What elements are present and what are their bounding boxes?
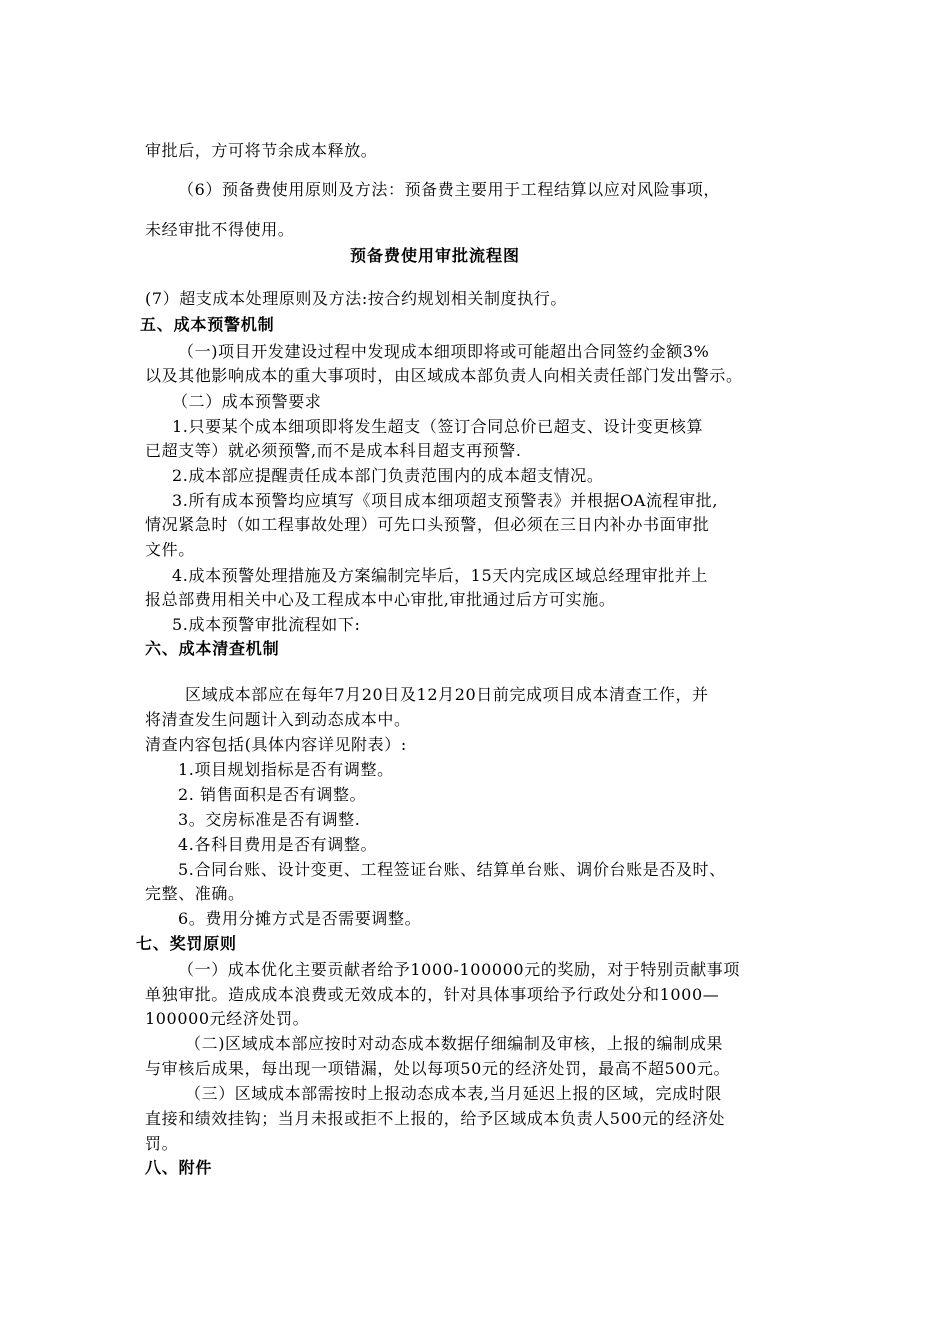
text-line-5: (7）超支成本处理原则及方法:按合约规划相关制度执行。 [145,289,568,308]
text-line-23: 1.项目规划指标是否有调整。 [178,760,394,779]
text-line-12: 2.成本部应提醒责任成本部门负责范围内的成本超支情况。 [172,466,604,485]
text-line-25: 3。交房标准是否有调整. [178,810,361,829]
text-line-22: 清查内容包括(具体内容详见附表）: [145,735,407,754]
text-line-21: 将清查发生问题计入到动态成本中。 [145,710,411,729]
text-line-31: （一）成本优化主要贡献者给予1000-100000元的奖励，对于特别贡献事项 [178,960,741,979]
section-heading-8: 八、附件 [145,1158,213,1177]
text-line-34: （二)区域成本部应按时对动态成本数据仔细编制及审核，上报的编制成果 [185,1034,724,1053]
text-line-3: 未经审批不得使用。 [145,220,295,239]
text-line-13: 3.所有成本预警均应填写《项目成本细项超支预警表》并根据OA流程审批, [172,491,719,510]
text-line-9: （二）成本预警要求 [172,392,322,411]
text-line-16: 4.成本预警处理措施及方案编制完毕后，15天内完成区域总经理审批并上 [172,566,709,585]
text-line-14: 情况紧急时（如工程事故处理）可先口头预警，但必须在三日内补办书面审批 [145,515,710,534]
text-line-8: 以及其他影响成本的重大事项时，由区域成本部负责人向相关责任部门发出警示。 [145,366,743,385]
text-line-27: 5.合同台账、设计变更、工程签证台账、结算单台账、调价台账是否及时、 [178,860,726,879]
text-line-35: 与审核后成果，每出现一项错漏，处以每项50元的经济处罚，最高不超500元。 [145,1059,731,1078]
text-line-33: 100000元经济处罚。 [145,1009,310,1028]
text-line-28: 完整、准确。 [145,884,245,903]
section-heading-6: 六、成本清查机制 [145,639,280,658]
section-heading-7: 七、奖罚原则 [136,934,237,953]
text-line-10: 1.只要某个成本细项即将发生超支（签订合同总价已超支、设计变更核算 [172,417,704,436]
section-heading-5: 五、成本预警机制 [140,315,275,334]
text-line-18: 5.成本预警审批流程如下: [172,615,361,634]
text-line-15: 文件。 [145,540,195,559]
flowchart-caption: 预备费使用审批流程图 [350,246,521,265]
text-line-29: 6。费用分摊方式是否需要调整。 [178,909,422,928]
text-line-20: 区域成本部应在每年7月20日及12月20日前完成项目成本清查工作，并 [185,685,709,704]
text-line-38: 罚。 [145,1134,179,1153]
text-line-2: （6）预备费使用原则及方法：预备费主要用于工程结算以应对风险事项， [178,180,720,199]
text-line-11: 已超支等）就必须预警,而不是成本科目超支再预警. [145,441,522,460]
text-line-32: 单独审批。造成成本浪费或无效成本的，针对具体事项给予行政处分和1000— [145,985,720,1004]
text-line-1: 审批后，方可将节余成本释放。 [145,141,378,160]
text-line-7: （一)项目开发建设过程中发现成本细项即将或可能超出合同签约金额3% [178,342,710,361]
text-line-37: 直接和绩效挂钩；当月未报或拒不上报的，给予区域成本负责人500元的经济处 [145,1109,726,1128]
text-line-36: （三）区域成本部需按时上报动态成本表,当月延迟上报的区域，完成时限 [185,1084,722,1103]
text-line-26: 4.各科目费用是否有调整。 [178,835,378,854]
text-line-24: 2. 销售面积是否有调整。 [178,785,367,804]
text-line-17: 报总部费用相关中心及工程成本中心审批,审批通过后方可实施。 [145,590,616,609]
